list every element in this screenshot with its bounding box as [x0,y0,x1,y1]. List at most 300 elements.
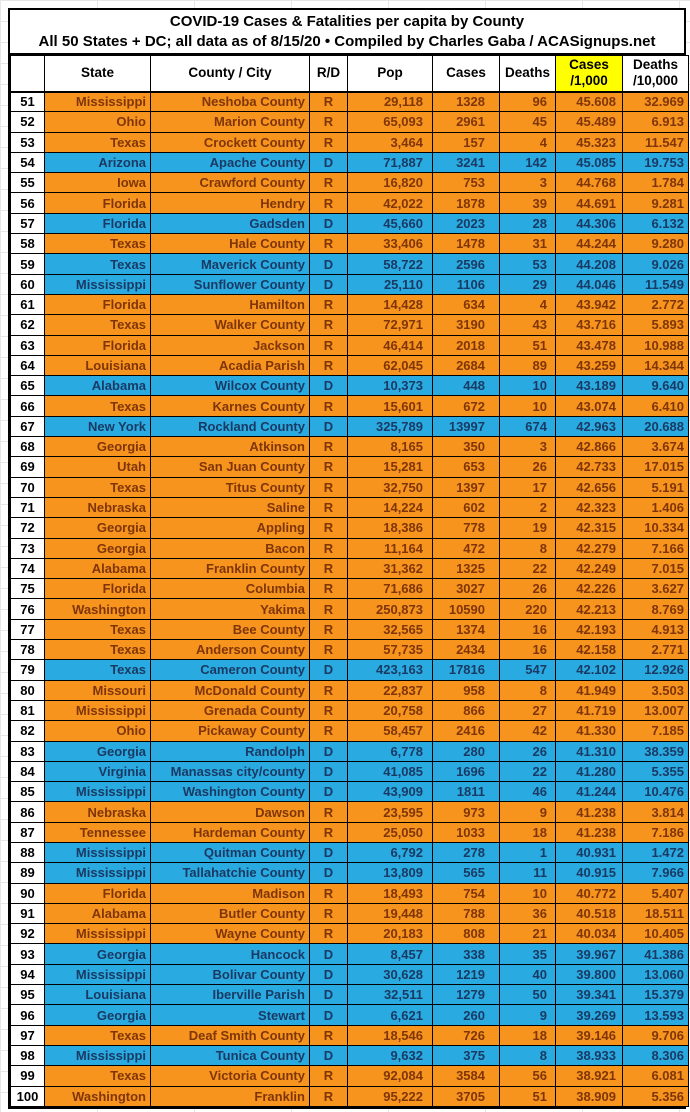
cases-per-1k-cell[interactable]: 43.942 [556,294,623,314]
cases-cell[interactable]: 157 [433,132,500,152]
cases-cell[interactable]: 2961 [433,112,500,132]
cases-column-header[interactable]: Cases [433,56,500,92]
deaths-per-10k-cell[interactable]: 5.893 [623,315,689,335]
deaths-cell[interactable]: 26 [500,579,556,599]
state-cell[interactable]: Texas [45,1066,151,1086]
state-cell[interactable]: Georgia [45,518,151,538]
cases-cell[interactable]: 1219 [433,964,500,984]
deaths-per-10k-cell[interactable]: 11.549 [623,274,689,294]
party-cell[interactable]: D [310,761,348,781]
pop-cell[interactable]: 18,493 [348,883,433,903]
cases-per-1k-cell[interactable]: 45.323 [556,132,623,152]
deaths-per-10k-cell[interactable]: 9.026 [623,254,689,274]
deaths-cell[interactable]: 53 [500,254,556,274]
deaths-cell[interactable]: 16 [500,640,556,660]
cases-cell[interactable]: 565 [433,863,500,883]
state-cell[interactable]: Virginia [45,761,151,781]
pop-cell[interactable]: 29,118 [348,92,433,112]
rank-cell[interactable]: 87 [11,822,45,842]
pop-cell[interactable]: 95,222 [348,1086,433,1106]
cases-per-1k-cell[interactable]: 39.269 [556,1005,623,1025]
rank-cell[interactable]: 98 [11,1045,45,1065]
state-cell[interactable]: Mississippi [45,842,151,862]
state-cell[interactable]: Mississippi [45,782,151,802]
pop-cell[interactable]: 23,595 [348,802,433,822]
county-cell[interactable]: Atkinson [151,437,310,457]
party-column-header[interactable]: R/D [310,56,348,92]
cases-per-1k-cell[interactable]: 41.238 [556,822,623,842]
state-cell[interactable]: Washington [45,599,151,619]
deaths-per-10k-cell[interactable]: 2.771 [623,640,689,660]
deaths-per-10k-cell[interactable]: 8.306 [623,1045,689,1065]
deaths-per-10k-cell[interactable]: 1.472 [623,842,689,862]
county-cell[interactable]: Appling [151,518,310,538]
pop-cell[interactable]: 13,809 [348,863,433,883]
cases-per-1k-cell[interactable]: 42.249 [556,558,623,578]
deaths-per-10k-cell[interactable]: 15.379 [623,985,689,1005]
county-cell[interactable]: Grenada County [151,700,310,720]
cases-per-1k-cell[interactable]: 44.046 [556,274,623,294]
state-cell[interactable]: Mississippi [45,1045,151,1065]
deaths-cell[interactable]: 51 [500,335,556,355]
deaths-per-10k-cell[interactable]: 11.547 [623,132,689,152]
cases-per-1k-cell[interactable]: 43.716 [556,315,623,335]
state-cell[interactable]: Utah [45,457,151,477]
cases-per-1k-cell[interactable]: 43.478 [556,335,623,355]
cases-per-1k-cell[interactable]: 42.656 [556,477,623,497]
rank-cell[interactable]: 75 [11,579,45,599]
county-cell[interactable]: McDonald County [151,680,310,700]
deaths-per-10k-cell[interactable]: 12.926 [623,660,689,680]
deaths-per-10k-cell[interactable]: 10.988 [623,335,689,355]
deaths-cell[interactable]: 43 [500,315,556,335]
deaths-cell[interactable]: 28 [500,213,556,233]
deaths-cell[interactable]: 8 [500,680,556,700]
pop-cell[interactable]: 325,789 [348,416,433,436]
deaths-cell[interactable]: 11 [500,863,556,883]
pop-cell[interactable]: 45,660 [348,213,433,233]
state-cell[interactable]: Mississippi [45,274,151,294]
party-cell[interactable]: D [310,944,348,964]
party-cell[interactable]: R [310,924,348,944]
party-cell[interactable]: R [310,822,348,842]
rank-cell[interactable]: 79 [11,660,45,680]
cases-per-1k-column-header[interactable]: Cases /1,000 [556,56,623,92]
deaths-cell[interactable]: 3 [500,173,556,193]
rank-cell[interactable]: 83 [11,741,45,761]
deaths-cell[interactable]: 9 [500,802,556,822]
cases-per-1k-cell[interactable]: 38.921 [556,1066,623,1086]
pop-cell[interactable]: 423,163 [348,660,433,680]
deaths-per-10k-cell[interactable]: 20.688 [623,416,689,436]
party-cell[interactable]: R [310,802,348,822]
party-cell[interactable]: R [310,619,348,639]
cases-cell[interactable]: 280 [433,741,500,761]
party-cell[interactable]: R [310,193,348,213]
rank-cell[interactable]: 68 [11,437,45,457]
state-cell[interactable]: Alabama [45,903,151,923]
state-cell[interactable]: Texas [45,619,151,639]
state-cell[interactable]: Florida [45,335,151,355]
deaths-cell[interactable]: 17 [500,477,556,497]
county-cell[interactable]: Sunflower County [151,274,310,294]
party-cell[interactable]: R [310,680,348,700]
party-cell[interactable]: R [310,477,348,497]
party-cell[interactable]: D [310,152,348,172]
deaths-cell[interactable]: 21 [500,924,556,944]
deaths-per-10k-cell[interactable]: 1.406 [623,497,689,517]
deaths-per-10k-cell[interactable]: 9.280 [623,234,689,254]
cases-per-1k-cell[interactable]: 42.102 [556,660,623,680]
pop-cell[interactable]: 43,909 [348,782,433,802]
cases-cell[interactable]: 2416 [433,721,500,741]
cases-per-1k-cell[interactable]: 42.158 [556,640,623,660]
cases-cell[interactable]: 350 [433,437,500,457]
deaths-per-10k-cell[interactable]: 10.334 [623,518,689,538]
pop-cell[interactable]: 14,428 [348,294,433,314]
pop-cell[interactable]: 15,281 [348,457,433,477]
cases-cell[interactable]: 778 [433,518,500,538]
state-cell[interactable]: Nebraska [45,497,151,517]
county-cell[interactable]: Dawson [151,802,310,822]
rank-cell[interactable]: 70 [11,477,45,497]
deaths-cell[interactable]: 39 [500,193,556,213]
pop-cell[interactable]: 58,457 [348,721,433,741]
pop-cell[interactable]: 11,164 [348,538,433,558]
rank-cell[interactable]: 74 [11,558,45,578]
pop-cell[interactable]: 6,778 [348,741,433,761]
pop-cell[interactable]: 250,873 [348,599,433,619]
deaths-per-10k-cell[interactable]: 41.386 [623,944,689,964]
cases-per-1k-cell[interactable]: 42.323 [556,497,623,517]
cases-per-1k-cell[interactable]: 44.208 [556,254,623,274]
deaths-per-10k-cell[interactable]: 1.784 [623,173,689,193]
state-cell[interactable]: Georgia [45,944,151,964]
rank-cell[interactable]: 57 [11,213,45,233]
party-cell[interactable]: R [310,335,348,355]
state-cell[interactable]: Texas [45,640,151,660]
county-cell[interactable]: Deaf Smith County [151,1025,310,1045]
rank-cell[interactable]: 94 [11,964,45,984]
deaths-cell[interactable]: 40 [500,964,556,984]
pop-cell[interactable]: 6,792 [348,842,433,862]
deaths-per-10k-cell[interactable]: 5.191 [623,477,689,497]
deaths-per-10k-cell[interactable]: 2.772 [623,294,689,314]
county-cell[interactable]: Apache County [151,152,310,172]
county-cell[interactable]: Stewart [151,1005,310,1025]
rank-cell[interactable]: 67 [11,416,45,436]
rank-cell[interactable]: 77 [11,619,45,639]
cases-per-1k-cell[interactable]: 42.213 [556,599,623,619]
rank-cell[interactable]: 63 [11,335,45,355]
rank-cell[interactable]: 85 [11,782,45,802]
cases-cell[interactable]: 958 [433,680,500,700]
state-cell[interactable]: Texas [45,660,151,680]
county-cell[interactable]: Titus County [151,477,310,497]
state-cell[interactable]: Georgia [45,741,151,761]
deaths-cell[interactable]: 27 [500,700,556,720]
deaths-per-10k-cell[interactable]: 13.007 [623,700,689,720]
rank-cell[interactable]: 95 [11,985,45,1005]
cases-per-1k-cell[interactable]: 40.915 [556,863,623,883]
deaths-per-10k-cell[interactable]: 5.355 [623,761,689,781]
deaths-per-10k-cell[interactable]: 3.674 [623,437,689,457]
county-cell[interactable]: Madison [151,883,310,903]
deaths-per-10k-cell[interactable]: 13.060 [623,964,689,984]
cases-cell[interactable]: 866 [433,700,500,720]
county-cell[interactable]: Washington County [151,782,310,802]
pop-cell[interactable]: 6,621 [348,1005,433,1025]
county-cell[interactable]: Tallahatchie County [151,863,310,883]
cases-cell[interactable]: 1811 [433,782,500,802]
state-cell[interactable]: Georgia [45,437,151,457]
party-cell[interactable]: R [310,1025,348,1045]
deaths-per-10k-cell[interactable]: 9.640 [623,376,689,396]
party-cell[interactable]: R [310,640,348,660]
county-cell[interactable]: Randolph [151,741,310,761]
party-cell[interactable]: R [310,579,348,599]
rank-cell[interactable]: 100 [11,1086,45,1106]
deaths-cell[interactable]: 36 [500,903,556,923]
rank-cell[interactable]: 89 [11,863,45,883]
state-cell[interactable]: Texas [45,132,151,152]
state-cell[interactable]: Georgia [45,1005,151,1025]
cases-per-1k-cell[interactable]: 39.146 [556,1025,623,1045]
county-cell[interactable]: Pickaway County [151,721,310,741]
party-cell[interactable]: D [310,274,348,294]
cases-per-1k-cell[interactable]: 45.489 [556,112,623,132]
cases-cell[interactable]: 754 [433,883,500,903]
county-cell[interactable]: Hancock [151,944,310,964]
deaths-cell[interactable]: 1 [500,842,556,862]
party-cell[interactable]: R [310,396,348,416]
state-cell[interactable]: Georgia [45,538,151,558]
state-cell[interactable]: Texas [45,315,151,335]
party-cell[interactable]: R [310,1086,348,1106]
state-cell[interactable]: Florida [45,193,151,213]
county-cell[interactable]: Gadsden [151,213,310,233]
cases-cell[interactable]: 260 [433,1005,500,1025]
rank-cell[interactable]: 90 [11,883,45,903]
state-cell[interactable]: Iowa [45,173,151,193]
cases-cell[interactable]: 3027 [433,579,500,599]
rank-cell[interactable]: 55 [11,173,45,193]
county-cell[interactable]: Acadia Parish [151,355,310,375]
cases-per-1k-cell[interactable]: 38.933 [556,1045,623,1065]
cases-per-1k-cell[interactable]: 41.719 [556,700,623,720]
county-cell[interactable]: Wayne County [151,924,310,944]
rank-cell[interactable]: 72 [11,518,45,538]
rank-cell[interactable]: 65 [11,376,45,396]
cases-cell[interactable]: 3241 [433,152,500,172]
state-cell[interactable]: Louisiana [45,355,151,375]
deaths-cell[interactable]: 56 [500,1066,556,1086]
rank-cell[interactable]: 69 [11,457,45,477]
state-cell[interactable]: Florida [45,294,151,314]
pop-cell[interactable]: 25,110 [348,274,433,294]
party-cell[interactable]: R [310,700,348,720]
cases-per-1k-cell[interactable]: 40.034 [556,924,623,944]
pop-cell[interactable]: 32,750 [348,477,433,497]
deaths-cell[interactable]: 45 [500,112,556,132]
state-cell[interactable]: Florida [45,883,151,903]
deaths-cell[interactable]: 22 [500,558,556,578]
rank-cell[interactable]: 54 [11,152,45,172]
cases-per-1k-cell[interactable]: 39.800 [556,964,623,984]
county-cell[interactable]: Bee County [151,619,310,639]
party-cell[interactable]: R [310,538,348,558]
pop-cell[interactable]: 46,414 [348,335,433,355]
pop-cell[interactable]: 31,362 [348,558,433,578]
party-cell[interactable]: D [310,376,348,396]
pop-cell[interactable]: 33,406 [348,234,433,254]
county-cell[interactable]: Crawford County [151,173,310,193]
rank-cell[interactable]: 97 [11,1025,45,1045]
state-cell[interactable]: Ohio [45,721,151,741]
pop-cell[interactable]: 20,183 [348,924,433,944]
state-cell[interactable]: Florida [45,213,151,233]
pop-cell[interactable]: 8,457 [348,944,433,964]
cases-cell[interactable]: 472 [433,538,500,558]
rank-cell[interactable]: 86 [11,802,45,822]
cases-per-1k-cell[interactable]: 45.085 [556,152,623,172]
state-cell[interactable]: Mississippi [45,92,151,112]
pop-cell[interactable]: 57,735 [348,640,433,660]
pop-cell[interactable]: 10,373 [348,376,433,396]
pop-column-header[interactable]: Pop [348,56,433,92]
state-cell[interactable]: Louisiana [45,985,151,1005]
pop-cell[interactable]: 65,093 [348,112,433,132]
deaths-cell[interactable]: 18 [500,822,556,842]
cases-cell[interactable]: 753 [433,173,500,193]
pop-cell[interactable]: 18,546 [348,1025,433,1045]
cases-per-1k-cell[interactable]: 41.280 [556,761,623,781]
pop-cell[interactable]: 72,971 [348,315,433,335]
deaths-cell[interactable]: 10 [500,376,556,396]
state-cell[interactable]: Texas [45,234,151,254]
deaths-cell[interactable]: 26 [500,741,556,761]
cases-cell[interactable]: 1478 [433,234,500,254]
deaths-cell[interactable]: 50 [500,985,556,1005]
deaths-column-header[interactable]: Deaths [500,56,556,92]
deaths-cell[interactable]: 19 [500,518,556,538]
deaths-per-10k-cell[interactable]: 19.753 [623,152,689,172]
county-cell[interactable]: Crockett County [151,132,310,152]
pop-cell[interactable]: 32,565 [348,619,433,639]
cases-per-1k-cell[interactable]: 43.074 [556,396,623,416]
deaths-cell[interactable]: 4 [500,294,556,314]
party-cell[interactable]: D [310,964,348,984]
cases-cell[interactable]: 973 [433,802,500,822]
deaths-cell[interactable]: 35 [500,944,556,964]
rank-cell[interactable]: 61 [11,294,45,314]
cases-cell[interactable]: 2023 [433,213,500,233]
party-cell[interactable]: R [310,883,348,903]
deaths-cell[interactable]: 2 [500,497,556,517]
party-cell[interactable]: D [310,985,348,1005]
deaths-per-10k-cell[interactable]: 3.627 [623,579,689,599]
rank-cell[interactable]: 52 [11,112,45,132]
party-cell[interactable]: D [310,741,348,761]
county-cell[interactable]: Butler County [151,903,310,923]
deaths-cell[interactable]: 220 [500,599,556,619]
deaths-cell[interactable]: 42 [500,721,556,741]
rank-cell[interactable]: 82 [11,721,45,741]
party-cell[interactable]: R [310,457,348,477]
party-cell[interactable]: D [310,1005,348,1025]
party-cell[interactable]: R [310,497,348,517]
cases-per-1k-cell[interactable]: 43.189 [556,376,623,396]
cases-per-1k-cell[interactable]: 42.193 [556,619,623,639]
deaths-cell[interactable]: 51 [500,1086,556,1106]
cases-cell[interactable]: 2596 [433,254,500,274]
deaths-per-10k-cell[interactable]: 7.185 [623,721,689,741]
cases-cell[interactable]: 3584 [433,1066,500,1086]
rank-cell[interactable]: 53 [11,132,45,152]
pop-cell[interactable]: 15,601 [348,396,433,416]
deaths-cell[interactable]: 46 [500,782,556,802]
cases-per-1k-cell[interactable]: 42.279 [556,538,623,558]
pop-cell[interactable]: 71,887 [348,152,433,172]
deaths-cell[interactable]: 26 [500,457,556,477]
cases-per-1k-cell[interactable]: 44.306 [556,213,623,233]
county-cell[interactable]: Manassas city/county [151,761,310,781]
cases-cell[interactable]: 808 [433,924,500,944]
cases-cell[interactable]: 1325 [433,558,500,578]
pop-cell[interactable]: 92,084 [348,1066,433,1086]
county-cell[interactable]: Rockland County [151,416,310,436]
cases-cell[interactable]: 1696 [433,761,500,781]
county-cell[interactable]: Saline [151,497,310,517]
county-cell[interactable]: Wilcox County [151,376,310,396]
cases-cell[interactable]: 375 [433,1045,500,1065]
deaths-per-10k-cell[interactable]: 18.511 [623,903,689,923]
cases-cell[interactable]: 13997 [433,416,500,436]
county-cell[interactable]: Walker County [151,315,310,335]
deaths-per-10k-cell[interactable]: 13.593 [623,1005,689,1025]
rank-cell[interactable]: 64 [11,355,45,375]
county-cell[interactable]: Cameron County [151,660,310,680]
party-cell[interactable]: D [310,213,348,233]
deaths-per-10k-cell[interactable]: 6.913 [623,112,689,132]
deaths-cell[interactable]: 31 [500,234,556,254]
cases-per-1k-cell[interactable]: 41.949 [556,680,623,700]
deaths-per-10k-column-header[interactable]: Deaths /10,000 [623,56,689,92]
rank-cell[interactable]: 58 [11,234,45,254]
state-cell[interactable]: Washington [45,1086,151,1106]
pop-cell[interactable]: 3,464 [348,132,433,152]
state-cell[interactable]: Texas [45,254,151,274]
cases-per-1k-cell[interactable]: 38.909 [556,1086,623,1106]
rank-cell[interactable]: 88 [11,842,45,862]
party-cell[interactable]: D [310,782,348,802]
cases-per-1k-cell[interactable]: 42.315 [556,518,623,538]
party-cell[interactable]: R [310,599,348,619]
county-cell[interactable]: Columbia [151,579,310,599]
rank-cell[interactable]: 73 [11,538,45,558]
pop-cell[interactable]: 19,448 [348,903,433,923]
party-cell[interactable]: D [310,1045,348,1065]
party-cell[interactable]: R [310,437,348,457]
county-cell[interactable]: Tunica County [151,1045,310,1065]
cases-cell[interactable]: 448 [433,376,500,396]
rank-cell[interactable]: 81 [11,700,45,720]
deaths-cell[interactable]: 96 [500,92,556,112]
state-cell[interactable]: Nebraska [45,802,151,822]
cases-cell[interactable]: 1279 [433,985,500,1005]
cases-per-1k-cell[interactable]: 43.259 [556,355,623,375]
state-cell[interactable]: Mississippi [45,700,151,720]
